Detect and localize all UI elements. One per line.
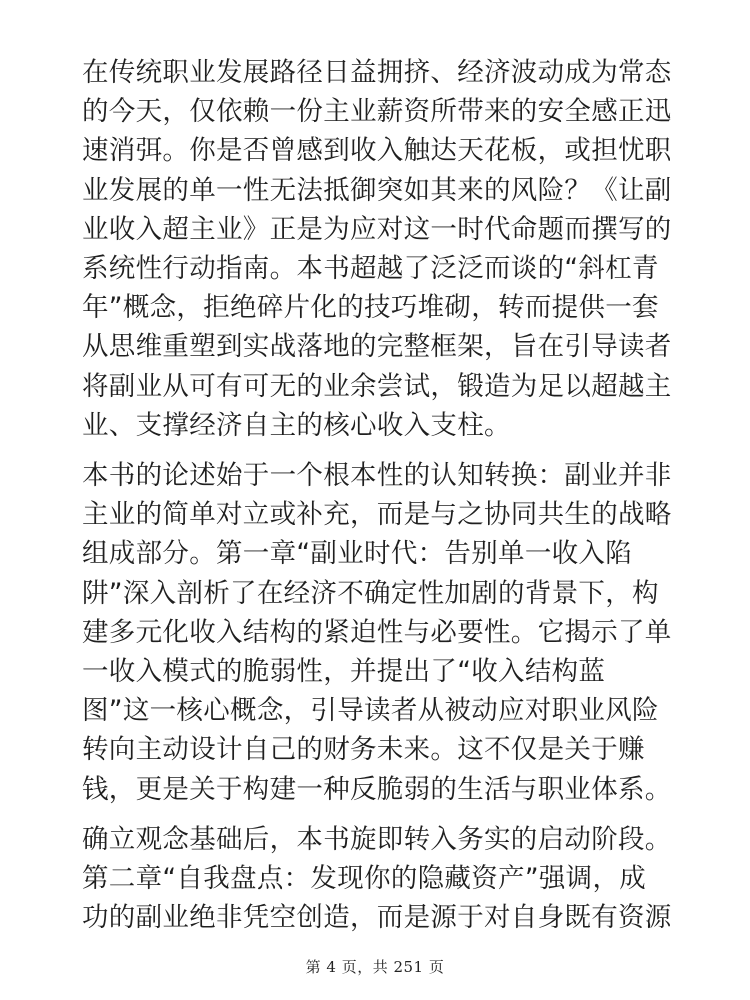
text-line: 的今天，仅依赖一份主业薪资所带来的安全感正迅: [82, 96, 672, 128]
text-line: 本书的论述始于一个根本性的认知转换：副业并非: [82, 460, 672, 492]
text-line: 系统性行动指南。本书超越了泛泛而谈的“斜杠青: [82, 253, 659, 285]
text-line: 年”概念，拒绝碎片化的技巧堆砌，转而提供一套: [82, 292, 659, 324]
text-line: 业、支撑经济自主的核心收入支柱。: [82, 409, 511, 441]
text-line: 功的副业绝非凭空创造，而是源于对自身既有资源: [82, 902, 672, 934]
text-line: 速消弭。你是否曾感到收入触达天花板，或担忧职: [82, 135, 672, 167]
paragraph-3: [82, 820, 672, 938]
text-line: 建多元化收入结构的紧迫性与必要性。它揭示了单: [82, 616, 672, 648]
paragraph-2: [82, 456, 672, 809]
text-line: 将副业从可有可无的业余尝试，锻造为足以超越主: [82, 370, 672, 402]
text-line: 钱，更是关于构建一种反脆弱的生活与职业体系。: [82, 773, 672, 805]
text-line: 组成部分。第一章“副业时代：告别单一收入陷: [82, 538, 633, 570]
text-line: 转向主动设计自己的财务未来。这不仅是关于赚: [82, 734, 645, 766]
text-line: 阱”深入剖析了在经济不确定性加剧的背景下，构: [82, 577, 659, 609]
text-line: 在传统职业发展路径日益拥挤、经济波动成为常态: [82, 57, 672, 88]
text-line: 从思维重塑到实战落地的完整框架，旨在引导读者: [82, 331, 672, 363]
paragraph-1: [82, 53, 672, 445]
text-line: 一收入模式的脆弱性，并提出了“收入结构蓝: [82, 656, 606, 688]
document-body: [82, 53, 672, 937]
text-line: 主业的简单对立或补充，而是与之协同共生的战略: [82, 499, 672, 531]
page-number-footer: [0, 956, 750, 977]
text-line: 业发展的单一性无法抵御突如其来的风险？《让副: [82, 174, 672, 206]
text-line: 业收入超主业》正是为应对这一时代命题而撰写的: [82, 213, 672, 245]
page-number-label: 第 4 页，共 251 页: [305, 958, 445, 976]
text-line: 图”这一核心概念，引导读者从被动应对职业风险: [82, 695, 659, 727]
text-line: 确立观念基础后，本书旋即转入务实的启动阶段。: [82, 823, 672, 855]
text-line: 第二章“自我盘点：发现你的隐藏资产”强调，成: [82, 863, 647, 895]
